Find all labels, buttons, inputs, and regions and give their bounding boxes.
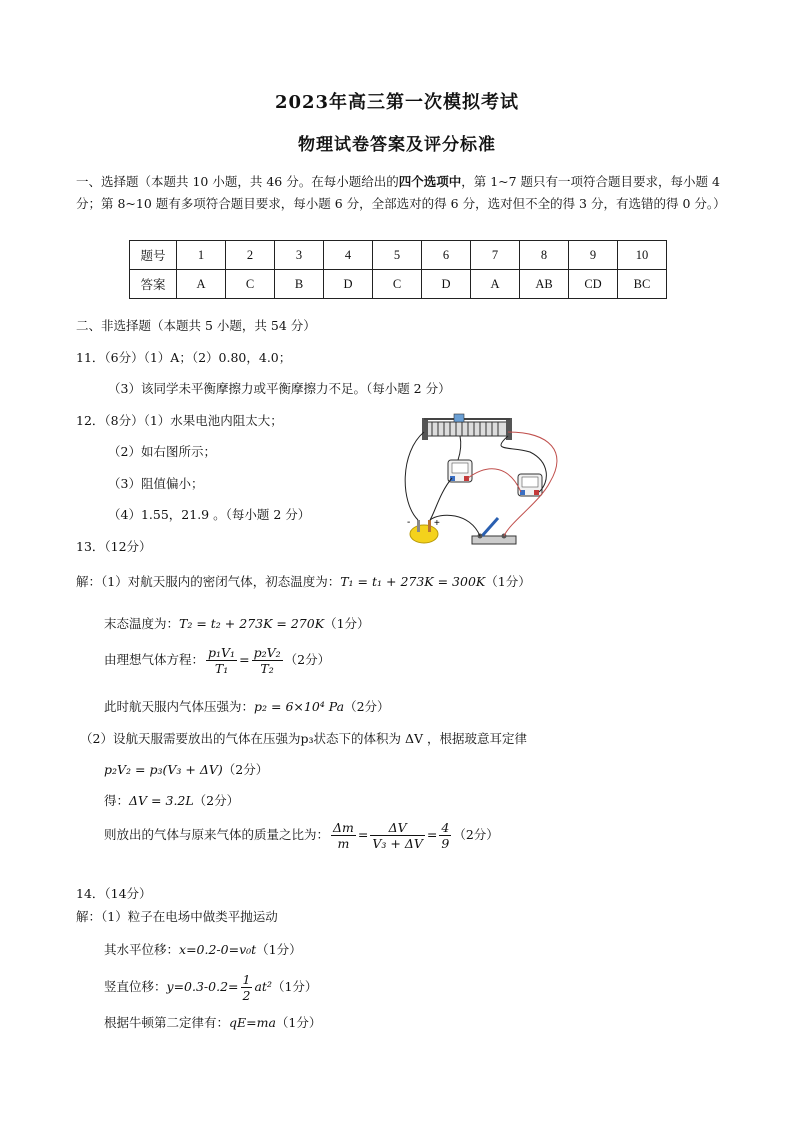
q14-step2: [104, 940, 302, 958]
circuit-diagram: [400, 412, 560, 552]
q14-heading: 14．（14分）: [76, 886, 152, 901]
q11-line2: （3）该同学未平衡摩擦力或平衡摩擦力不足。（每小题 2 分）: [108, 381, 451, 396]
q13-step2: [104, 614, 370, 632]
q13-step6-score: （2分）: [222, 762, 269, 777]
table-cell: 1: [177, 241, 226, 270]
denominator: 2: [242, 988, 251, 1003]
q14-step3-text: 竖直位移：: [104, 979, 167, 994]
answer-table: [129, 240, 667, 299]
table-cell: B: [275, 270, 324, 299]
denominator: T₂: [260, 661, 274, 676]
table-cell: 8: [520, 241, 569, 270]
section2-heading: 二、非选择题（本题共 5 小题，共 54 分）: [76, 318, 316, 333]
numerator: 4: [441, 820, 450, 835]
table-cell: 10: [618, 241, 667, 270]
numerator: 1: [242, 972, 251, 987]
table-cell: C: [373, 270, 422, 299]
ammeter: [518, 474, 542, 496]
page-title: 2023年高三第一次模拟考试: [274, 92, 520, 113]
q11-line1: 11．（6分）（1）A；（2）0.80，4.0；: [76, 350, 292, 365]
section1-intro: [76, 171, 726, 215]
table-cell: 5: [373, 241, 422, 270]
denominator: T₁: [214, 661, 229, 676]
table-row-numbers: [130, 241, 667, 270]
q14-step3-eq2: at²: [254, 979, 272, 994]
q13-step4-score: （2分）: [344, 699, 390, 714]
table-cell: AB: [520, 270, 569, 299]
table-cell: 4: [324, 241, 373, 270]
q13-step1-score: （1分）: [485, 574, 531, 589]
q13-step3: 由理想气体方程： $\frac{\text{p₁V₁}}{\text{T₁}}$ = $\frac{\text{p₂V₂}}{\text{T₂}}$ （2分）: [104, 645, 331, 676]
q13-step4: [104, 697, 390, 715]
denominator: V₃ + ΔV: [372, 836, 423, 851]
denominator: m: [337, 836, 350, 851]
fraction: [241, 972, 253, 1003]
q13-step1-text: 解：（1）对航天服内的密闭气体，初态温度为：: [76, 574, 341, 589]
table-cell: BC: [618, 270, 667, 299]
q14-step2-eq: x=0.2-0=v₀t: [179, 942, 257, 957]
fraction: [331, 820, 356, 851]
denominator: 9: [441, 836, 450, 851]
q13-step7: [104, 791, 239, 809]
plus-label: +: [434, 518, 440, 529]
q13-part2: （2）设航天服需要放出的气体在压强为p₃状态下的体积为 ΔV ，根据玻意耳定律: [80, 731, 527, 746]
q13-step1: [76, 572, 531, 590]
q13-step2-text: 末态温度为：: [104, 616, 180, 631]
numerator: ΔV: [370, 820, 425, 836]
q14-step4-score: （1分）: [275, 1015, 322, 1030]
q13-step6: [104, 760, 268, 778]
q12-line2: （2）如右图所示；: [108, 444, 216, 459]
q14-step3-score: （1分）: [271, 979, 318, 994]
numerator: p₂V₂: [253, 645, 281, 660]
table-cell: CD: [569, 270, 618, 299]
row-label-answer: 答案: [130, 270, 177, 299]
q13-step8: 则放出的气体与原来气体的质量之比为： $\frac{\Delta m}{m}$ = $\frac{\Delta V}{\text{V₃ + ΔV}}$ = $\frac{4}{9}$ （2分）: [104, 820, 499, 851]
q13-step2-score: （1分）: [324, 616, 370, 631]
fraction: [252, 645, 283, 676]
q13-step6-eq: p₂V₂ = p₃(V₃ + ΔV): [104, 762, 223, 777]
intro-text-a: 一、选择题（本题共 10 小题，共 46 分。在每小题给出的: [76, 174, 399, 189]
table-cell: D: [324, 270, 373, 299]
q13-step8-score: （2分）: [453, 827, 499, 842]
q13-step2-eq: T₂ = t₂ + 273K = 270K: [179, 616, 325, 631]
numerator: p₁V₁: [208, 645, 236, 660]
table-cell: A: [177, 270, 226, 299]
q13-step3-score: （2分）: [284, 652, 331, 667]
switch: [472, 518, 516, 544]
q13-step7-text: 得：: [104, 793, 130, 808]
q14-step3-eq: y=0.3-0.2=: [166, 979, 239, 994]
q14-step3: [104, 972, 317, 1003]
table-cell: 9: [569, 241, 618, 270]
fraction: [370, 820, 425, 851]
q14-step4-text: 根据牛顿第二定律有：: [104, 1015, 230, 1030]
minus-label: -: [407, 517, 411, 528]
rheostat: [422, 414, 512, 440]
q13-step4-text: 此时航天服内气体压强为：: [104, 699, 255, 714]
q13-step3-text: 由理想气体方程：: [104, 652, 205, 667]
table-row-answers: [130, 270, 667, 299]
table-cell: 7: [471, 241, 520, 270]
q13-heading: 13．（12分）: [76, 539, 152, 554]
q14-step2-text: 其水平位移：: [104, 942, 180, 957]
q14-step4-eq: qE=ma: [229, 1015, 276, 1030]
q13-step8-text: 则放出的气体与原来气体的质量之比为：: [104, 827, 330, 842]
q14-step4: [104, 1013, 321, 1031]
q14-step2-score: （1分）: [256, 942, 302, 957]
q12-line4: （4）1.55，21.9 。（每小题 2 分）: [108, 507, 311, 522]
q13-step7-score: （2分）: [193, 793, 240, 808]
row-label-number: 题号: [130, 241, 177, 270]
q13-step7-eq: ΔV = 3.2L: [129, 793, 194, 808]
intro-text-c: ，第 1~7 题只有一项符合题目要求，每小题 4 分；第 8~10 题有多项符合题目要求，每小题 6 分，全部选对的得 6 分，选对但不全的得 3 分，有选错的得 0 分。）: [76, 174, 726, 211]
q12-line3: （3）阻值偏小；: [108, 476, 204, 491]
q14-step1: 解：（1）粒子在电场中做类平抛运动: [76, 909, 278, 924]
page-subtitle: 物理试卷答案及评分标准: [298, 135, 496, 155]
q12-line1: 12．（8分）（1）水果电池内阻太大；: [76, 413, 283, 428]
fraction: [439, 820, 451, 851]
table-cell: 2: [226, 241, 275, 270]
q13-step1-eq: T₁ = t₁ + 273K = 300K: [340, 574, 486, 589]
table-cell: 6: [422, 241, 471, 270]
table-cell: D: [422, 270, 471, 299]
table-cell: A: [471, 270, 520, 299]
q13-step4-eq: p₂ = 6×10⁴ Pa: [254, 699, 345, 714]
table-cell: 3: [275, 241, 324, 270]
fraction: [206, 645, 237, 676]
table-cell: C: [226, 270, 275, 299]
intro-text-b: 四个选项中: [398, 174, 462, 189]
numerator: Δm: [333, 820, 354, 835]
